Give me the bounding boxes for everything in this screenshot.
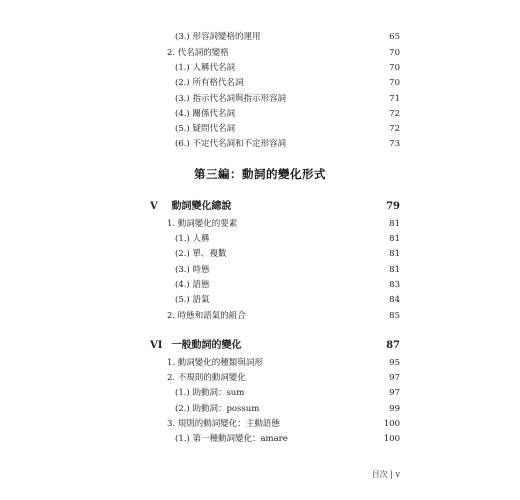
toc-entry	[0, 30, 520, 44]
toc-entry-title: (1.) 第一種動詞變化：amare	[175, 434, 288, 444]
toc-entry-page: 99	[389, 404, 400, 414]
toc-entry	[0, 122, 520, 136]
toc-entry-page: 97	[389, 373, 400, 383]
toc-entry-page: 97	[389, 388, 400, 398]
toc-entry-page: 72	[389, 124, 400, 134]
toc-entry	[0, 61, 520, 75]
toc-entry-page: 81	[389, 219, 400, 229]
toc-entry-title: (6.) 不定代名詞和不定形容詞	[175, 139, 286, 149]
toc-entry-title: (1.) 人稱	[175, 234, 210, 244]
toc-entry-title: 2. 時態和語氣的組合	[167, 311, 246, 321]
toc-entry-page: 70	[389, 78, 400, 88]
toc-entry	[0, 107, 520, 121]
page-footer: 目次 | v	[371, 470, 400, 479]
toc-entry-title: (4.) 關係代名詞	[175, 109, 235, 119]
toc-entry	[0, 386, 520, 400]
toc-entry-title: 1. 動詞變化的種類與詞形	[167, 358, 263, 368]
part-title: 第三編：動詞的變化形式	[194, 167, 326, 181]
chapter-title: 動詞變化總說	[171, 201, 232, 212]
toc-entry	[0, 356, 520, 370]
toc-entry	[0, 309, 520, 323]
chapter-number: V	[150, 201, 158, 212]
toc-entry-title: (4.) 語態	[175, 280, 210, 290]
toc-entry	[0, 232, 520, 246]
toc-entry	[0, 92, 520, 106]
toc-entry	[0, 278, 520, 292]
toc-entry-page: 70	[389, 63, 400, 73]
chapter-heading	[0, 339, 520, 353]
toc-entry-title: (2.) 所有格代名詞	[175, 78, 244, 88]
toc-entry-title: 3. 規則的動詞變化：主動語態	[167, 419, 280, 429]
toc-entry-page: 95	[389, 358, 400, 368]
chapter-page: 87	[386, 340, 400, 351]
toc-entry-page: 81	[389, 234, 400, 244]
toc-entry-title: 2. 代名詞的變格	[167, 48, 229, 58]
toc-entry-page: 84	[389, 295, 400, 305]
toc-entry-title: (3.) 指示代名詞與指示形容詞	[175, 94, 286, 104]
toc-entry-title: (1.) 助動詞：sum	[175, 388, 245, 398]
toc-entry	[0, 417, 520, 431]
toc-entry	[0, 293, 520, 307]
toc-entry	[0, 76, 520, 90]
toc-entry-title: 1. 動詞變化的要素	[167, 219, 238, 229]
toc-entry-page: 72	[389, 109, 400, 119]
toc-entry-title: (3.) 時態	[175, 265, 210, 275]
toc-entry	[0, 263, 520, 277]
chapter-title: 一般動詞的變化	[171, 340, 242, 351]
toc-entry	[0, 46, 520, 60]
toc-entry-title: (2.) 助動詞：possum	[175, 404, 260, 414]
toc-entry	[0, 137, 520, 151]
toc-entry-title: (2.) 單、複數	[175, 249, 227, 259]
toc-entry-page: 73	[389, 139, 400, 149]
toc-entry	[0, 217, 520, 231]
chapter-page: 79	[386, 201, 400, 212]
chapter-heading	[0, 200, 520, 214]
chapter-number: VI	[150, 340, 163, 351]
toc-entry-page: 100	[383, 434, 400, 444]
toc-entry-page: 70	[389, 48, 400, 58]
toc-entry-title: (3.) 形容詞變格的運用	[175, 32, 261, 42]
toc-entry-title: 2. 不規則的動詞變化	[167, 373, 246, 383]
toc-entry-title: (1.) 人稱代名詞	[175, 63, 235, 73]
toc-entry	[0, 402, 520, 416]
toc-entry-page: 81	[389, 265, 400, 275]
toc-entry-page: 81	[389, 249, 400, 259]
toc-entry-page: 65	[389, 32, 400, 42]
toc-entry-title: (5.) 疑問代名詞	[175, 124, 235, 134]
toc-entry	[0, 247, 520, 261]
toc-entry	[0, 371, 520, 385]
toc-entry	[0, 432, 520, 446]
toc-entry-page: 71	[389, 94, 400, 104]
toc-entry-page: 85	[389, 311, 400, 321]
toc-entry-title: (5.) 語氣	[175, 295, 210, 305]
toc-entry-page: 83	[389, 280, 400, 290]
toc-entry-page: 100	[383, 419, 400, 429]
